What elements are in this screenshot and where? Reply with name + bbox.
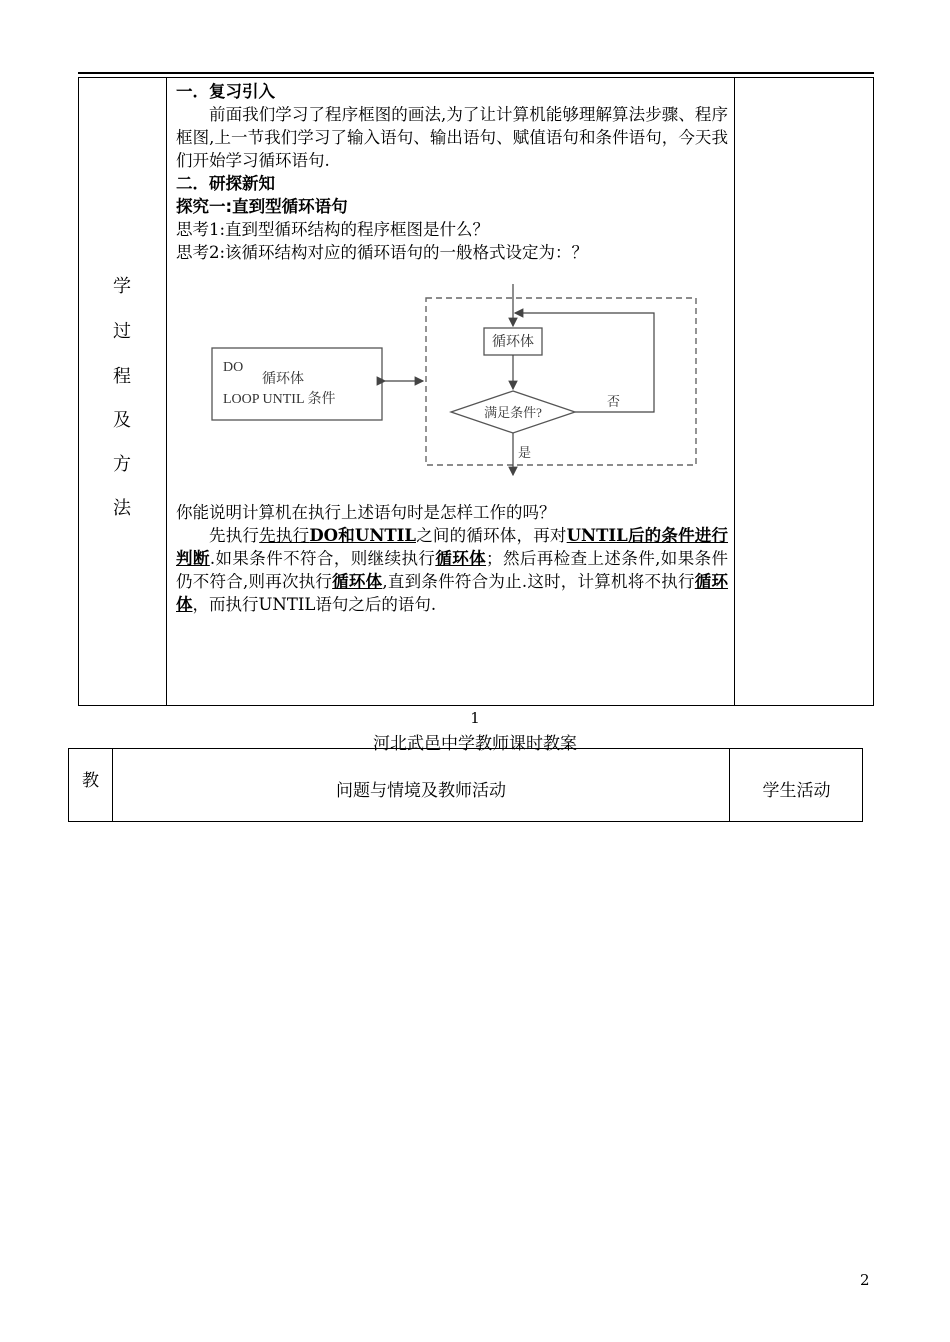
loop-flowchart [205, 278, 705, 478]
text-run: 先执行 [209, 526, 260, 545]
column-divider-left [166, 77, 167, 706]
code-line-body: 循环体 [262, 372, 304, 387]
text-run: .如果条件不符合，则继续执行 [209, 549, 436, 568]
side-label-char: 学 [113, 276, 131, 297]
top-rule [78, 72, 874, 74]
explanation [176, 501, 728, 616]
t2-col1-header: 教 [82, 771, 99, 791]
side-label-char: 及 [113, 410, 131, 431]
question-2: 思考2:该循环结构对应的循环语句的一般格式设定为：？ [176, 243, 589, 262]
text-run: 之间的循环体，再对 [416, 526, 567, 545]
school-header: 河北武邑中学教师课时教案 [373, 734, 577, 754]
text-run: ，而执行UNTIL语句之后的语句. [192, 595, 437, 614]
explanation-question: 你能说明计算机在执行上述语句时是怎样工作的吗？ [176, 503, 556, 522]
side-label-char: 方 [113, 454, 131, 475]
dashed-frame [426, 298, 696, 465]
section1-body: 前面我们学习了程序框图的画法,为了让计算机能够理解算法步骤、程序框图,上一节我们学习了输入语句、输出语句、赋值语句和条件语句，今天我们开始学习循环语句. [176, 105, 728, 170]
text-run: ；然后再检查上述条件,如果条件仍不符合,则再次执行 [176, 549, 729, 591]
text-run-underlined: 先执行 [259, 526, 310, 545]
text-run-emphasis: 循环体 [332, 572, 383, 591]
lesson-content [176, 80, 728, 264]
question-1: 思考1:直到型循环结构的程序框图是什么？ [176, 220, 490, 239]
section1-heading: 一．复习引入 [176, 82, 275, 101]
section2-subheading: 探究一:直到型循环语句 [176, 197, 348, 216]
text-run-emphasis: UNTIL后的条件进行判断 [176, 526, 729, 568]
no-label: 否 [607, 394, 621, 409]
explanation-body [176, 524, 728, 616]
code-line-until: LOOP UNTIL 条件 [223, 392, 336, 407]
section2-heading: 二．研探新知 [176, 174, 275, 193]
condition-label: 满足条件? [484, 405, 542, 420]
page-number-1: 1 [470, 709, 480, 727]
side-label-char: 法 [113, 498, 131, 519]
side-label-char: 过 [113, 321, 131, 342]
yes-label: 是 [518, 445, 532, 460]
text-run-emphasis: 循环体 [435, 549, 487, 568]
t2-col2-header: 问题与情境及教师活动 [336, 781, 506, 801]
text-run-emphasis: DO和UNTIL [309, 526, 416, 545]
page-number-2: 2 [860, 1271, 870, 1289]
t2-col3-header: 学生活动 [762, 781, 831, 801]
code-line-do: DO [223, 360, 244, 375]
loop-body-label: 循环体 [492, 335, 534, 350]
text-run: ,直到条件符合为止.这时，计算机将不执行 [382, 572, 695, 591]
column-divider-right [734, 77, 735, 706]
text-run-emphasis: 循环体 [176, 572, 728, 614]
side-label-char: 程 [113, 366, 131, 387]
